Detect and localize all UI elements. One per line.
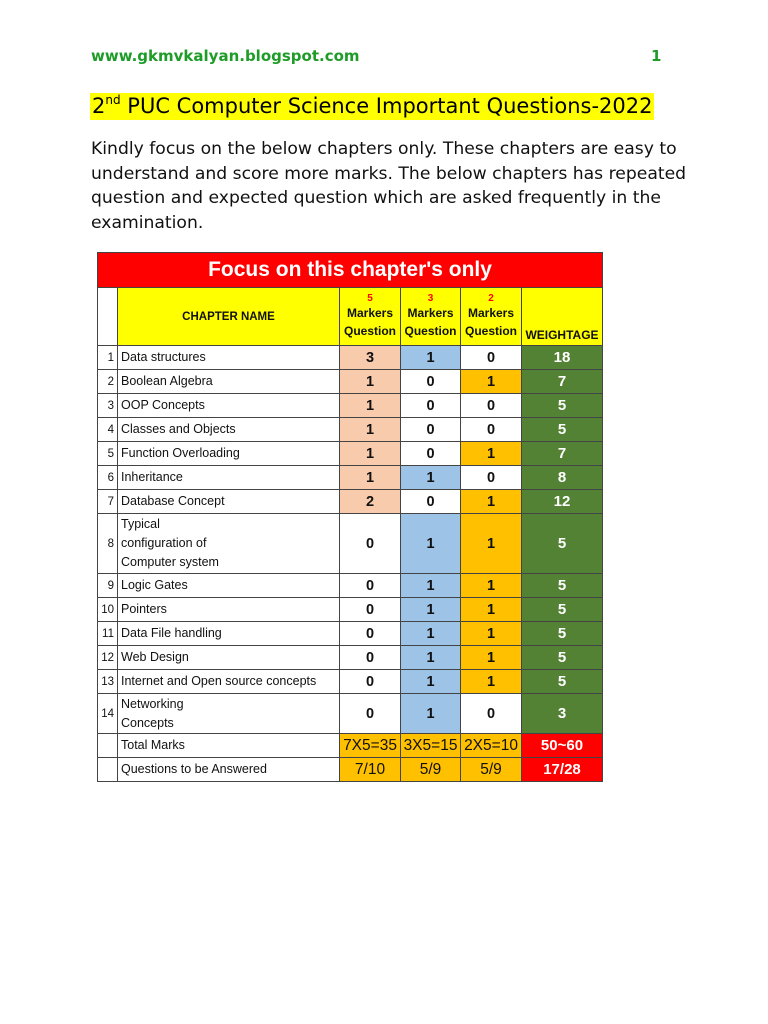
three-marker-count: 1 bbox=[401, 622, 461, 646]
header-2-markers bbox=[461, 288, 522, 346]
row-number: 2 bbox=[98, 370, 118, 394]
weightage-value: 5 bbox=[522, 670, 603, 694]
header-2-number: 2 bbox=[488, 293, 494, 304]
two-marker-count: 1 bbox=[461, 670, 522, 694]
total-3-markers: 3X5=15 bbox=[401, 734, 461, 758]
answered-2-markers: 5/9 bbox=[461, 758, 522, 782]
three-marker-count: 0 bbox=[401, 418, 461, 442]
weightage-value: 3 bbox=[522, 694, 603, 734]
chapter-name: Data File handling bbox=[118, 622, 340, 646]
header-2-question-label: Question bbox=[464, 324, 517, 338]
five-marker-count: 2 bbox=[340, 490, 401, 514]
header-2-markers-label: Markers bbox=[467, 306, 515, 320]
three-marker-count: 1 bbox=[401, 574, 461, 598]
chapters-table bbox=[97, 252, 603, 782]
table-row bbox=[98, 418, 603, 442]
three-marker-count: 1 bbox=[401, 346, 461, 370]
two-marker-count: 0 bbox=[461, 418, 522, 442]
chapter-name-line: Concepts bbox=[121, 715, 174, 730]
chapter-name: Internet and Open source concepts bbox=[118, 670, 340, 694]
total-weightage: 50~60 bbox=[522, 734, 603, 758]
two-marker-count: 1 bbox=[461, 514, 522, 574]
three-marker-count: 0 bbox=[401, 490, 461, 514]
five-marker-count: 1 bbox=[340, 442, 401, 466]
two-marker-count: 0 bbox=[461, 346, 522, 370]
two-marker-count: 1 bbox=[461, 646, 522, 670]
chapter-name: Data structures bbox=[118, 346, 340, 370]
chapter-name: Database Concept bbox=[118, 490, 340, 514]
chapter-name: Classes and Objects bbox=[118, 418, 340, 442]
three-marker-count: 1 bbox=[401, 646, 461, 670]
total-5-markers: 7X5=35 bbox=[340, 734, 401, 758]
chapter-name: Inheritance bbox=[118, 466, 340, 490]
page-title bbox=[90, 93, 654, 120]
weightage-value: 5 bbox=[522, 598, 603, 622]
header-weightage: WEIGHTAGE bbox=[522, 288, 603, 346]
row-number: 14 bbox=[98, 694, 118, 734]
header-3-number: 3 bbox=[427, 293, 434, 304]
title-ordinal-suffix: nd bbox=[105, 93, 121, 107]
row-number: 10 bbox=[98, 598, 118, 622]
five-marker-count: 3 bbox=[340, 346, 401, 370]
header-chapter-name: CHAPTER NAME bbox=[118, 288, 340, 346]
three-marker-count: 1 bbox=[401, 598, 461, 622]
header-3-markers bbox=[401, 288, 461, 346]
two-marker-count: 0 bbox=[461, 394, 522, 418]
table-banner: Focus on this chapter's only bbox=[98, 253, 603, 288]
five-marker-count: 0 bbox=[340, 694, 401, 734]
five-marker-count: 1 bbox=[340, 418, 401, 442]
intro-paragraph: Kindly focus on the below chapters only. These chapters are easy to understand and score more marks. The below chapters has repeated question and expected question which are asked frequently in the examination. bbox=[91, 139, 687, 233]
row-number: 1 bbox=[98, 346, 118, 370]
row-number: 5 bbox=[98, 442, 118, 466]
two-marker-count: 1 bbox=[461, 442, 522, 466]
two-marker-count: 0 bbox=[461, 466, 522, 490]
weightage-value: 5 bbox=[522, 418, 603, 442]
row-number: 9 bbox=[98, 574, 118, 598]
table-row bbox=[98, 598, 603, 622]
chapter-name: OOP Concepts bbox=[118, 394, 340, 418]
three-marker-count: 1 bbox=[401, 694, 461, 734]
row-number: 12 bbox=[98, 646, 118, 670]
table-row bbox=[98, 466, 603, 490]
five-marker-count: 0 bbox=[340, 514, 401, 574]
answered-3-markers: 5/9 bbox=[401, 758, 461, 782]
row-number: 3 bbox=[98, 394, 118, 418]
header-5-markers-label: Markers bbox=[346, 306, 394, 320]
chapter-name bbox=[118, 694, 340, 734]
five-marker-count: 0 bbox=[340, 622, 401, 646]
answered-sno-cell bbox=[98, 758, 118, 782]
title-text: PUC Computer Science Important Questions-2022 bbox=[120, 94, 653, 118]
table-row bbox=[98, 694, 603, 734]
table-row bbox=[98, 514, 603, 574]
three-marker-count: 1 bbox=[401, 514, 461, 574]
three-marker-count: 0 bbox=[401, 394, 461, 418]
weightage-value: 5 bbox=[522, 394, 603, 418]
table-row bbox=[98, 346, 603, 370]
chapter-name-line: Networking bbox=[121, 696, 184, 711]
chapter-name-line: configuration of bbox=[121, 536, 207, 550]
table-row bbox=[98, 670, 603, 694]
row-number: 8 bbox=[98, 514, 118, 574]
two-marker-count: 1 bbox=[461, 490, 522, 514]
weightage-value: 7 bbox=[522, 442, 603, 466]
header-sno-cell bbox=[98, 288, 118, 346]
table-row bbox=[98, 394, 603, 418]
total-sno-cell bbox=[98, 734, 118, 758]
two-marker-count: 1 bbox=[461, 598, 522, 622]
five-marker-count: 0 bbox=[340, 646, 401, 670]
five-marker-count: 0 bbox=[340, 598, 401, 622]
two-marker-count: 0 bbox=[461, 694, 522, 734]
total-label: Total Marks bbox=[118, 734, 340, 758]
answered-label: Questions to be Answered bbox=[118, 758, 340, 782]
three-marker-count: 1 bbox=[401, 670, 461, 694]
five-marker-count: 1 bbox=[340, 466, 401, 490]
table-row bbox=[98, 442, 603, 466]
weightage-value: 12 bbox=[522, 490, 603, 514]
row-number: 6 bbox=[98, 466, 118, 490]
two-marker-count: 1 bbox=[461, 370, 522, 394]
header-3-markers-label: Markers bbox=[407, 306, 454, 320]
site-url[interactable]: www.gkmvkalyan.blogspot.com bbox=[91, 47, 360, 65]
row-number: 13 bbox=[98, 670, 118, 694]
weightage-value: 5 bbox=[522, 574, 603, 598]
table-row bbox=[98, 622, 603, 646]
header-5-markers bbox=[340, 288, 401, 346]
weightage-value: 7 bbox=[522, 370, 603, 394]
table-row bbox=[98, 646, 603, 670]
answered-weightage: 17/28 bbox=[522, 758, 603, 782]
five-marker-count: 1 bbox=[340, 394, 401, 418]
chapter-name: Pointers bbox=[118, 598, 340, 622]
title-ordinal: 2 bbox=[92, 94, 106, 118]
table-row bbox=[98, 370, 603, 394]
header-5-number: 5 bbox=[367, 293, 373, 304]
row-number: 4 bbox=[98, 418, 118, 442]
chapter-name: Web Design bbox=[118, 646, 340, 670]
chapter-name: Logic Gates bbox=[118, 574, 340, 598]
header-3-question-label: Question bbox=[404, 324, 457, 338]
table-row bbox=[98, 490, 603, 514]
chapter-name-line: Computer system bbox=[121, 555, 219, 569]
row-number: 11 bbox=[98, 622, 118, 646]
chapter-name bbox=[118, 514, 340, 574]
five-marker-count: 0 bbox=[340, 670, 401, 694]
weightage-value: 5 bbox=[522, 622, 603, 646]
three-marker-count: 0 bbox=[401, 442, 461, 466]
chapter-name: Function Overloading bbox=[118, 442, 340, 466]
five-marker-count: 1 bbox=[340, 370, 401, 394]
two-marker-count: 1 bbox=[461, 574, 522, 598]
chapter-name-line: Typical bbox=[121, 517, 160, 531]
three-marker-count: 1 bbox=[401, 466, 461, 490]
chapter-rows bbox=[98, 346, 603, 734]
weightage-value: 5 bbox=[522, 646, 603, 670]
weightage-value: 8 bbox=[522, 466, 603, 490]
three-marker-count: 0 bbox=[401, 370, 461, 394]
row-number: 7 bbox=[98, 490, 118, 514]
page-number: 1 bbox=[651, 47, 662, 65]
answered-5-markers: 7/10 bbox=[340, 758, 401, 782]
weightage-value: 5 bbox=[522, 514, 603, 574]
table-row bbox=[98, 574, 603, 598]
two-marker-count: 1 bbox=[461, 622, 522, 646]
weightage-value: 18 bbox=[522, 346, 603, 370]
five-marker-count: 0 bbox=[340, 574, 401, 598]
total-2-markers: 2X5=10 bbox=[461, 734, 522, 758]
header-5-question-label: Question bbox=[343, 324, 396, 338]
chapter-name: Boolean Algebra bbox=[118, 370, 340, 394]
